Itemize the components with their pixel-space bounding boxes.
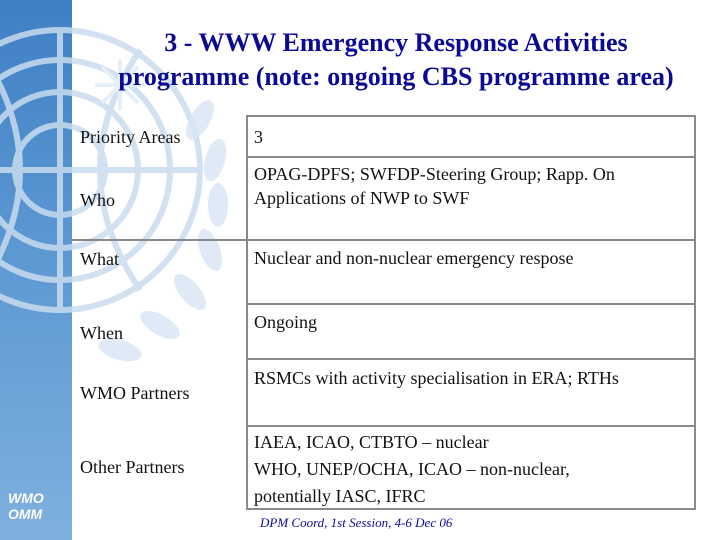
table-top-border xyxy=(246,115,696,117)
row-value-wmo-partners xyxy=(254,366,684,390)
row-divider xyxy=(246,303,696,305)
row-label-wmo-partners: WMO Partners xyxy=(80,383,190,403)
value-line: OPAG-DPFS; SWFDP-Steering Group; Rapp. On xyxy=(254,164,615,184)
table-bottom-border xyxy=(246,508,696,510)
row-value-who xyxy=(254,162,684,210)
row-value-priority-areas xyxy=(254,125,684,149)
logo-line-wmo: WMO xyxy=(8,490,44,506)
title-line-2: programme (note: ongoing CBS programme area) xyxy=(118,62,674,91)
value-line: Nuclear and non-nuclear emergency respose xyxy=(254,248,574,268)
row-divider xyxy=(72,239,696,241)
value-line: Ongoing xyxy=(254,312,317,332)
row-divider xyxy=(246,358,696,360)
row-label-what: What xyxy=(80,249,119,269)
row-label-other-partners: Other Partners xyxy=(80,457,185,477)
activities-table xyxy=(72,115,696,510)
value-line: IAEA, ICAO, CTBTO – nuclear xyxy=(254,432,489,452)
slide-title xyxy=(72,26,720,94)
row-label-when: When xyxy=(80,323,123,343)
value-line: 3 xyxy=(254,127,263,147)
row-label-who: Who xyxy=(80,190,115,210)
value-line: potentially IASC, IFRC xyxy=(254,486,426,506)
logo-line-omm: OMM xyxy=(8,506,43,522)
row-divider xyxy=(246,425,696,427)
value-line: RSMCs with activity specialisation in ERA; RTHs xyxy=(254,368,619,388)
row-value-other-partners xyxy=(254,429,684,510)
row-label-priority-areas: Priority Areas xyxy=(80,127,181,147)
wmo-logo xyxy=(8,490,68,522)
table-right-border xyxy=(694,115,696,510)
value-line: WHO, UNEP/OCHA, ICAO – non-nuclear, xyxy=(254,459,570,479)
row-value-what xyxy=(254,246,684,270)
title-line-1: 3 - WWW Emergency Response Activities xyxy=(164,28,628,57)
row-value-when xyxy=(254,310,684,334)
row-divider xyxy=(246,156,696,158)
table-column-divider xyxy=(246,117,248,509)
footer-caption: DPM Coord, 1st Session, 4-6 Dec 06 xyxy=(260,515,453,530)
value-line: Applications of NWP to SWF xyxy=(254,188,470,208)
